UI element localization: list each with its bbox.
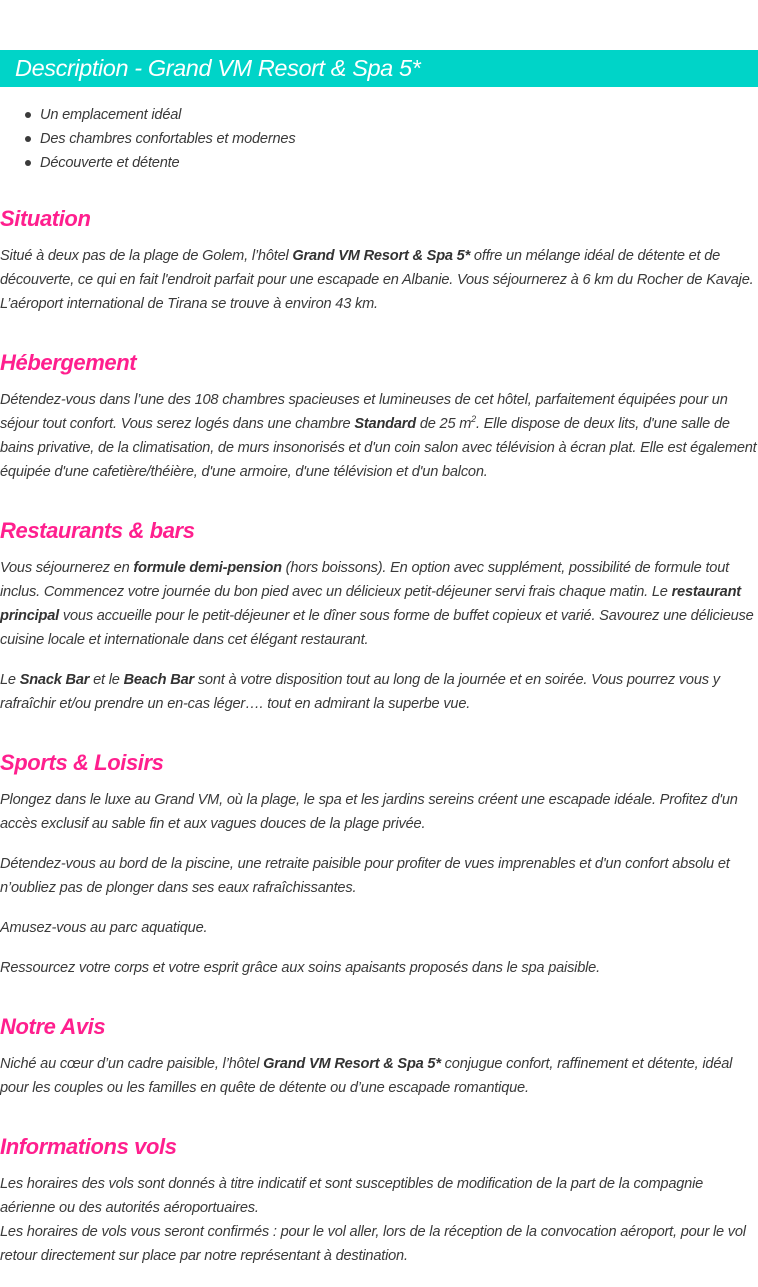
section-heading: Informations vols (0, 1134, 177, 1159)
paragraph: Situé à deux pas de la plage de Golem, l’hôtel Grand VM Resort & Spa 5* offre un mélange idéal de détente et de découverte, ce qui en fait l'endroit parfait pour une escapade en Albanie. Vous séjournerez à 6 km du Rocher de Kavaje. L’aéroport international de Tirana se trouve à environ 43 km. (0, 248, 754, 312)
highlights-list (0, 103, 295, 175)
section-heading: Sports & Loisirs (0, 750, 164, 775)
section-notre-avis (0, 1012, 758, 1100)
list-item: Des chambres confortables et modernes (0, 127, 295, 151)
list-item: Un emplacement idéal (0, 103, 295, 127)
section-heading: Notre Avis (0, 1014, 106, 1039)
paragraph: Plongez dans le luxe au Grand VM, où la plage, le spa et les jardins sereins créent une escapade idéale. Profitez d'un accès exclusif au sable fin et aux vagues douces de la plage privée. (0, 792, 738, 832)
bullet-icon (25, 160, 31, 166)
section-sports-loisirs (0, 748, 758, 980)
description-banner (0, 50, 758, 87)
paragraph: Détendez-vous dans l’une des 108 chambres spacieuses et lumineuses de cet hôtel, parfaitement équipées pour un séjour tout confort. Vous serez logés dans une chambre Standard de 25 $m^2$. Elle dispose de deux lits, d'une salle de bains privative, de la climatisation, de murs insonorisés et d'un coin salon avec télévision à écran plat. Elle est également équipée d'une cafetière/théière, d'une armoire, d'une télévision et d'un balcon. (0, 392, 757, 480)
paragraph: Amusez-vous au parc aquatique. (0, 920, 208, 936)
section-informations-vols (0, 1132, 758, 1268)
paragraph: Détendez-vous au bord de la piscine, une retraite paisible pour profiter de vues imprenables et d'un confort absolu et n’oubliez pas de plonger dans ses eaux rafraîchissantes. (0, 856, 730, 896)
paragraph: Ressourcez votre corps et votre esprit grâce aux soins apaisants proposés dans le spa paisible. (0, 960, 600, 976)
bullet-icon (25, 136, 31, 142)
paragraph: Vous séjournerez en formule demi-pension (hors boissons). En option avec supplément, possibilité de formule tout inclus. Commencez votre journée du bon pied avec un délicieux petit-déjeuner servi frais chaque matin. Le restaurant principal vous accueille pour le petit-déjeuner et le dîner sous forme de buffet copieux et varié. Savourez une délicieuse cuisine locale et internationale dans cet élégant restaurant. (0, 560, 754, 648)
paragraph: Les horaires de vols vous seront confirmés : pour le vol aller, lors de la réception de la convocation aéroport, pour le vol retour directement sur place par notre représentant à destination. (0, 1224, 746, 1264)
section-heading: Situation (0, 206, 91, 231)
section-heading: Restaurants & bars (0, 518, 195, 543)
section-hebergement (0, 348, 758, 484)
paragraph: Niché au cœur d’un cadre paisible, l’hôtel Grand VM Resort & Spa 5* conjugue confort, raffinement et détente, idéal pour les couples ou les familles en quête de détente ou d’une escapade romantique. (0, 1056, 733, 1096)
paragraph: Les horaires des vols sont donnés à titre indicatif et sont susceptibles de modification de la part de la compagnie aérienne ou des autorités aéroportuaires. (0, 1176, 704, 1216)
paragraph: Le Snack Bar et le Beach Bar sont à votre disposition tout au long de la journée et en soirée. Vous pourrez vous y rafraîchir et/ou prendre un en-cas léger…. tout en admirant la superbe vue. (0, 672, 720, 712)
section-restaurants (0, 516, 758, 716)
section-situation (0, 204, 758, 316)
list-item: Découverte et détente (0, 151, 295, 175)
section-heading: Hébergement (0, 350, 137, 375)
page-title: Description - Grand VM Resort & Spa 5* (15, 55, 421, 81)
bullet-icon (25, 112, 31, 118)
